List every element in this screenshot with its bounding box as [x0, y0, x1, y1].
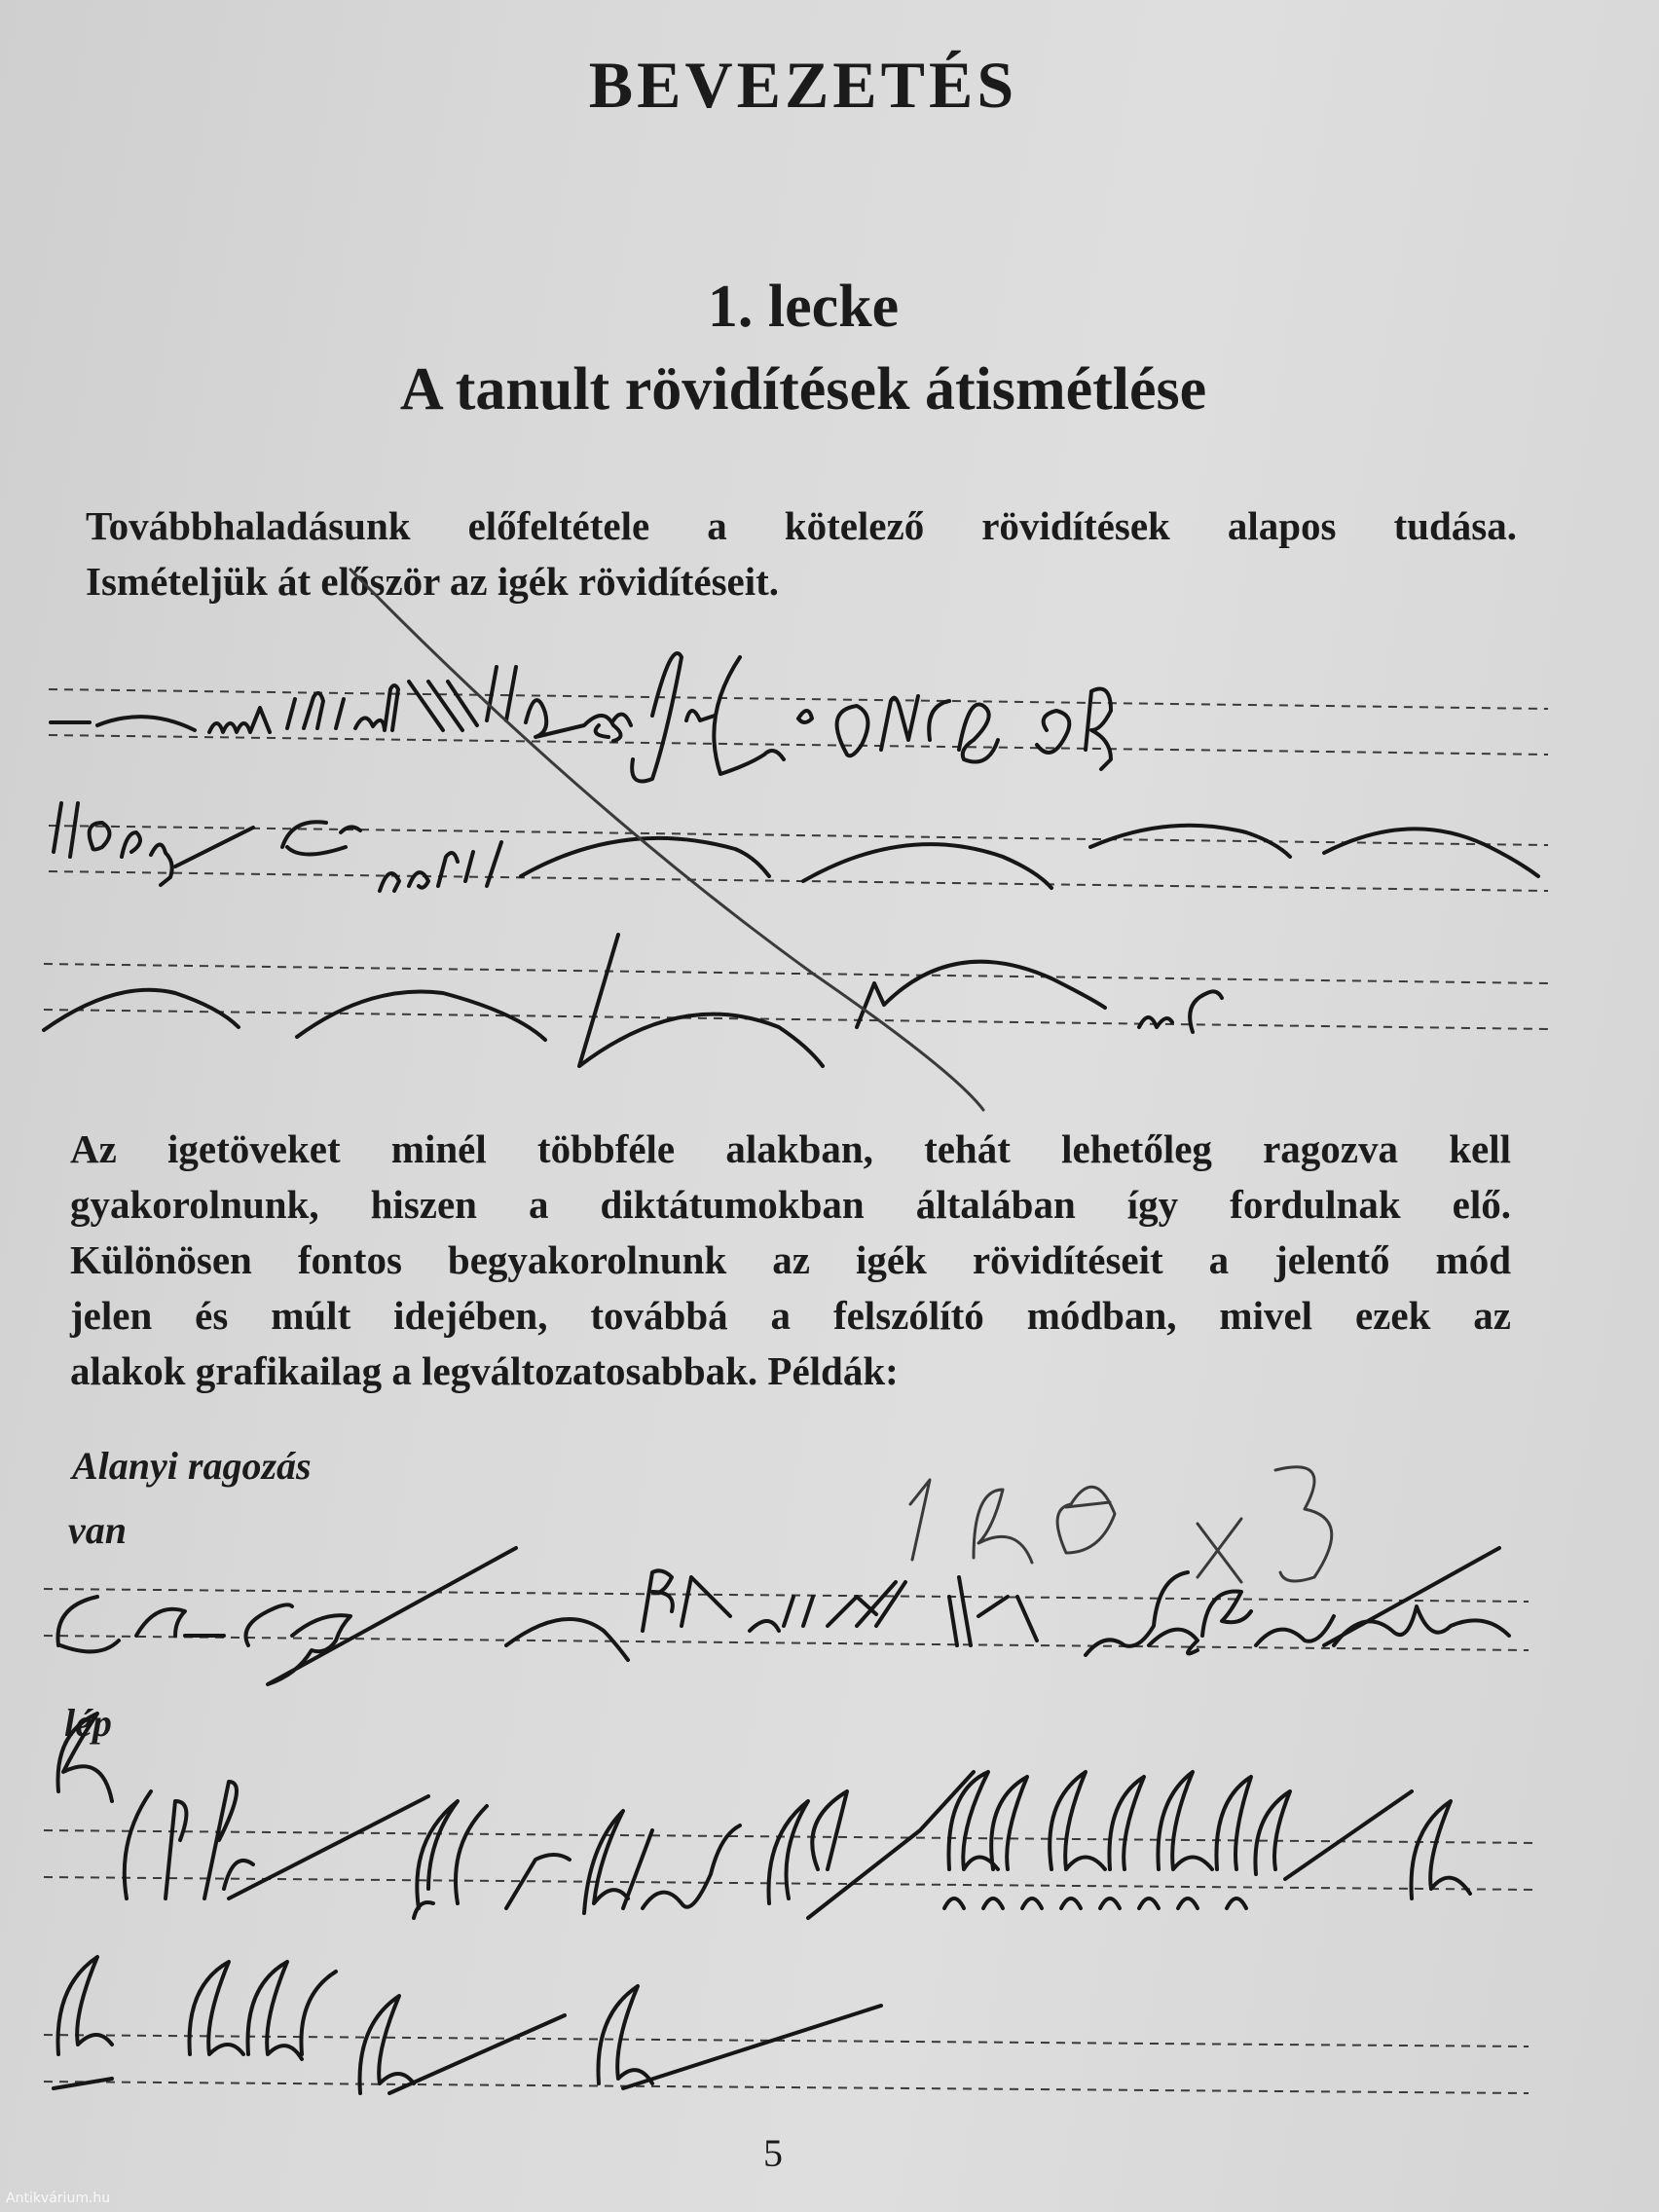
body-line: jelen és múlt idejében, továbbá a felszólító módban, mivel ezek az — [70, 1293, 1511, 1338]
shorthand-row-2 — [54, 803, 1538, 891]
section-label: Alanyi ragozás — [72, 1444, 312, 1488]
body-line: alakok grafikailag a legváltozatosabbak. Példák: — [70, 1348, 899, 1393]
page-number: 5 — [763, 2131, 783, 2175]
shorthand-row-3 — [44, 935, 1222, 1066]
chapter-title: BEVEZETÉS — [588, 48, 1018, 122]
verb-label-lep: lép — [64, 1701, 112, 1745]
lesson-title: A tanult rövidítések átismétlése — [399, 356, 1207, 423]
verb-label-van: van — [68, 1508, 127, 1552]
body-line: gyakorolnunk, hiszen a diktátumokban általában így fordulnak elő. — [70, 1182, 1511, 1227]
lesson-number: 1. lecke — [707, 274, 900, 340]
shorthand-row-van — [58, 1548, 1510, 1684]
shorthand-row-lep-1 — [58, 1714, 1471, 1918]
handwritten-note — [910, 1467, 1332, 1582]
body-line: Az igetöveket minél többféle alakban, tehát lehetőleg ragozva kell — [70, 1126, 1511, 1171]
shorthand-row-lep-2 — [54, 1957, 881, 2093]
shorthand-row-1 — [51, 653, 1111, 782]
intro-line: Ismételjük át először az igék rövidítéseit. — [86, 559, 780, 604]
body-line: Különösen fontos begyakorolnunk az igék rövidítéseit a jelentő mód — [70, 1237, 1511, 1282]
intro-line: Továbbhaladásunk előfeltétele a kötelező rövidítések alapos tudása. — [86, 503, 1517, 548]
watermark: Antikvárium.hu — [6, 2191, 111, 2206]
practice-lines — [44, 689, 1548, 2093]
